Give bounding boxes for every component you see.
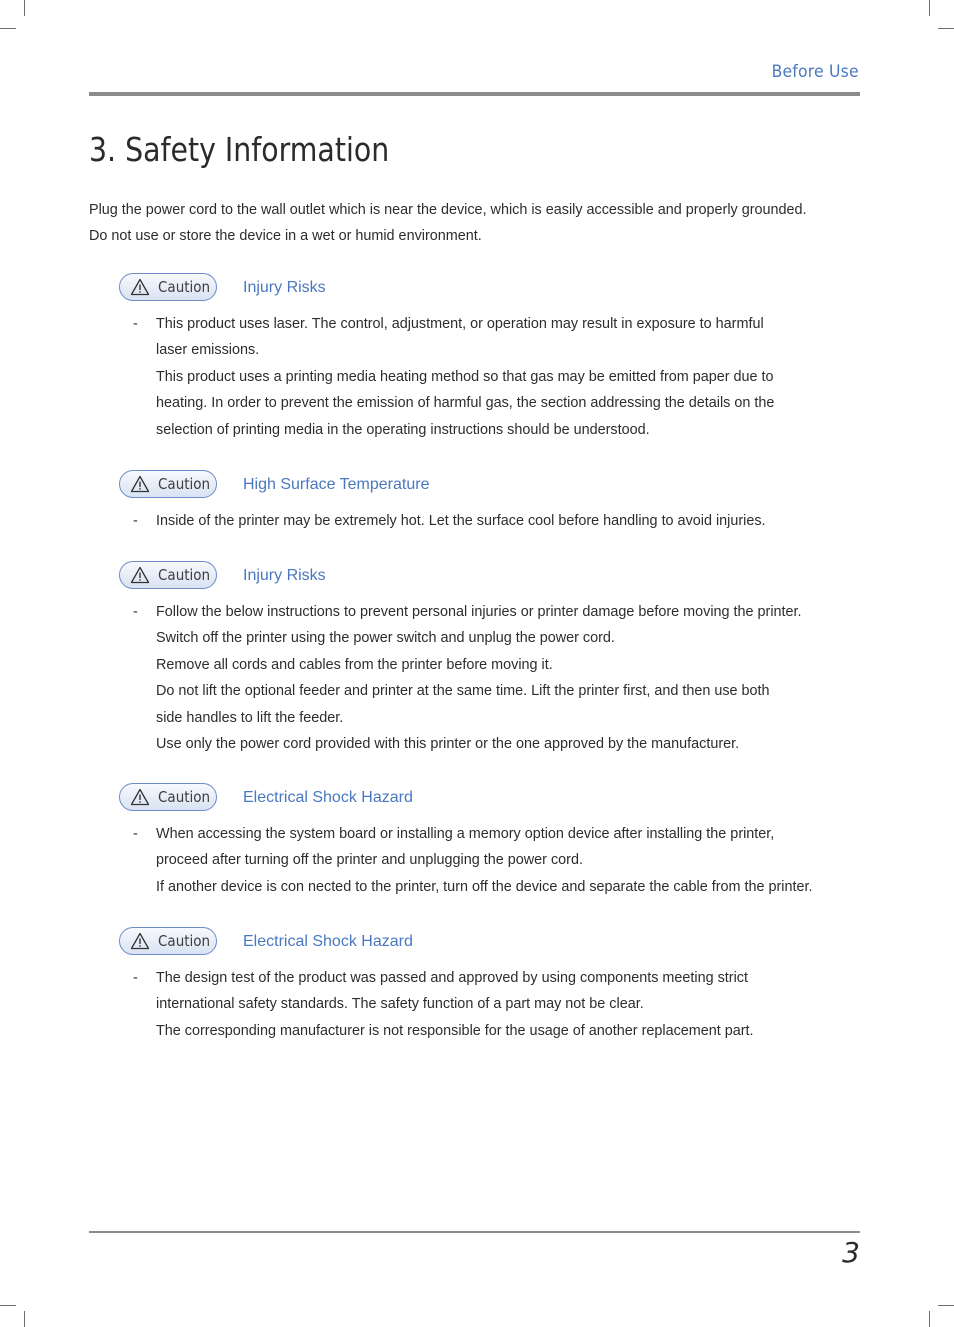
text-line: Inside of the printer may be extremely hot. Let the surface cool before handling to avoid injuries. [156, 513, 766, 529]
warning-triangle-icon [130, 278, 150, 296]
caution-block-injury-risks [119, 273, 859, 443]
caution-badge-label: Caution [158, 788, 211, 806]
caution-text: - Follow the below instructions to prevent personal injuries or printer damage before moving the printer. Switch off the printer using the power switch and unplug the power cord. Remove all cords and cables from the printer before moving it. Do not lift the optional feeder and printer at the same time. Lift the printer first, and then use both side handles to lift the feeder. Use only the power cord provided with this printer or the one approved by the manufacturer. [119, 599, 859, 757]
caution-badge [119, 273, 217, 301]
text-line: This product uses a printing media heating method so that gas may be emitted from paper due to [156, 368, 774, 385]
caution-block-high-surface-temperature [119, 470, 859, 534]
caution-title: Electrical Shock Hazard [243, 933, 413, 950]
crop-mark [938, 1305, 954, 1306]
section-label: Before Use [771, 62, 859, 82]
caution-text: - When accessing the system board or installing a memory option device after installing the printer, proceed after turning off the printer and unplugging the power cord. If another device is con nected to the printer, turn off the device and separate the cable from the printer. [119, 821, 859, 900]
warning-triangle-icon [130, 788, 150, 806]
caution-text: - The design test of the product was passed and approved by using components meeting strict international safety standards. The safety function of a part may not be clear. The corresponding manufacturer is not responsible for the usage of another replacement part. [119, 965, 859, 1044]
header-rule [89, 92, 860, 96]
crop-mark [929, 0, 930, 16]
text-line: proceed after turning off the printer and unplugging the power cord. [156, 852, 583, 869]
page-title: 3. Safety Information [89, 130, 390, 169]
caution-badge [119, 927, 217, 955]
caution-badge-label: Caution [158, 475, 211, 493]
text-line: Follow the below instructions to prevent personal injuries or printer damage before moving the printer. [156, 604, 802, 620]
page-number: 3 [842, 1236, 860, 1269]
caution-badge [119, 470, 217, 498]
caution-badge-label: Caution [158, 932, 211, 950]
caution-badge-label: Caution [158, 278, 211, 296]
crop-mark [0, 1305, 16, 1306]
text-line: This product uses laser. The control, adjustment, or operation may result in exposure to harmful [156, 316, 764, 332]
crop-mark [24, 1311, 25, 1327]
caution-block-electrical-shock-hazard [119, 783, 859, 900]
text-line: When accessing the system board or installing a memory option device after installing the printer, [156, 826, 775, 842]
caution-title: Injury Risks [243, 279, 326, 296]
caution-block-injury-risks-moving [119, 561, 859, 757]
text-line: If another device is con nected to the printer, turn off the device and separate the cable from the printer. [156, 878, 813, 895]
caution-badge [119, 783, 217, 811]
caution-title: Electrical Shock Hazard [243, 789, 413, 806]
warning-triangle-icon [130, 475, 150, 493]
caution-title: High Surface Temperature [243, 476, 430, 493]
text-line: Remove all cords and cables from the printer before moving it. [156, 656, 553, 673]
warning-triangle-icon [130, 566, 150, 584]
text-line: Do not lift the optional feeder and printer at the same time. Lift the printer first, and then use both [156, 683, 770, 700]
text-line: laser emissions. [156, 342, 260, 359]
crop-mark [929, 1311, 930, 1327]
text-line: selection of printing media in the operating instructions should be understood. [156, 421, 650, 438]
intro-line: Plug the power cord to the wall outlet which is near the device, which is easily accessible and properly grounded. [89, 202, 807, 218]
crop-mark [0, 28, 16, 29]
text-line: side handles to lift the feeder. [156, 709, 344, 726]
caution-title: Injury Risks [243, 567, 326, 584]
caution-text: - Inside of the printer may be extremely hot. Let the surface cool before handling to avoid injuries. [119, 508, 859, 534]
caution-block-electrical-shock-hazard-parts [119, 927, 859, 1044]
caution-badge-label: Caution [158, 566, 211, 584]
text-line: The corresponding manufacturer is not responsible for the usage of another replacement part. [156, 1022, 754, 1039]
text-line: heating. In order to prevent the emission of harmful gas, the section addressing the details on the [156, 395, 775, 412]
intro-paragraph [89, 197, 879, 249]
footer-rule [89, 1231, 860, 1233]
text-line: Switch off the printer using the power switch and unplug the power cord. [156, 630, 615, 647]
intro-line: Do not use or store the device in a wet or humid environment. [89, 228, 482, 244]
text-line: The design test of the product was passed and approved by using components meeting strict [156, 970, 748, 986]
text-line: Use only the power cord provided with this printer or the one approved by the manufacturer. [156, 736, 740, 753]
crop-mark [24, 0, 25, 16]
warning-triangle-icon [130, 932, 150, 950]
crop-mark [938, 28, 954, 29]
caution-badge [119, 561, 217, 589]
text-line: international safety standards. The safety function of a part may not be clear. [156, 996, 644, 1013]
caution-text: - This product uses laser. The control, adjustment, or operation may result in exposure to harmful laser emissions. This product uses a printing media heating method so that gas may be emitted from paper due to heating. In order to prevent the emission of harmful gas, the section addressing the details on the selection of printing media in the operating instructions should be understood. [119, 311, 859, 443]
